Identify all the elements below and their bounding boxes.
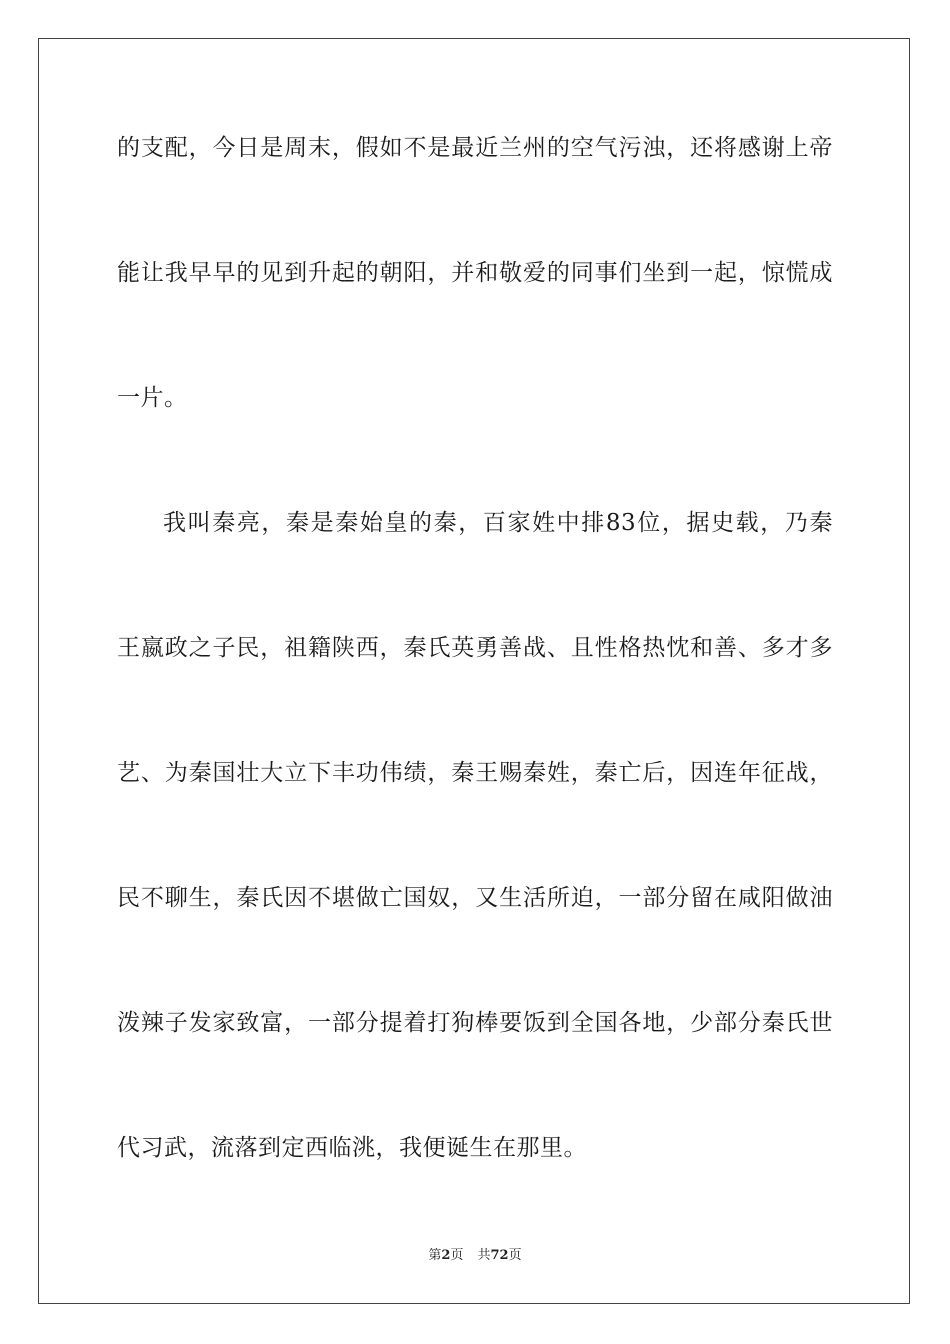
- footer-total-pages: 72: [490, 1248, 509, 1263]
- text-line-5: 王嬴政之子民，祖籍陕西，秦氏英勇善战、且性格热忱和善、多才多: [117, 635, 833, 661]
- footer-page-prefix: 第: [428, 1248, 442, 1263]
- page-frame: [38, 38, 910, 1304]
- footer-total-prefix: 共: [477, 1248, 491, 1263]
- footer-page-number: 2: [441, 1248, 451, 1263]
- footer-total-suffix: 页: [508, 1248, 522, 1263]
- paragraph-2-first-line: 我叫秦亮，秦是秦始皇的秦，百家姓中排83位，据史载，乃秦: [163, 510, 833, 536]
- text-line-7: 民不聊生，秦氏因不堪做亡国奴，又生活所迫，一部分留在咸阳做油: [117, 885, 833, 911]
- page-footer: [0, 1247, 950, 1265]
- text-line-1: 的支配，今日是周末，假如不是最近兰州的空气污浊，还将感谢上帝: [117, 135, 833, 161]
- text-line-8: 泼辣子发家致富，一部分提着打狗棒要饭到全国各地，少部分秦氏世: [117, 1010, 833, 1036]
- text-line-3: 一片。: [117, 385, 188, 411]
- text-line-6: 艺、为秦国壮大立下丰功伟绩，秦王赐秦姓，秦亡后，因连年征战，: [117, 760, 833, 786]
- text-line-9: 代习武，流落到定西临洮，我便诞生在那里。: [117, 1135, 587, 1161]
- footer-page-suffix: 页: [450, 1248, 464, 1263]
- text-line-2: 能让我早早的见到升起的朝阳，并和敬爱的同事们坐到一起，惊慌成: [117, 260, 833, 286]
